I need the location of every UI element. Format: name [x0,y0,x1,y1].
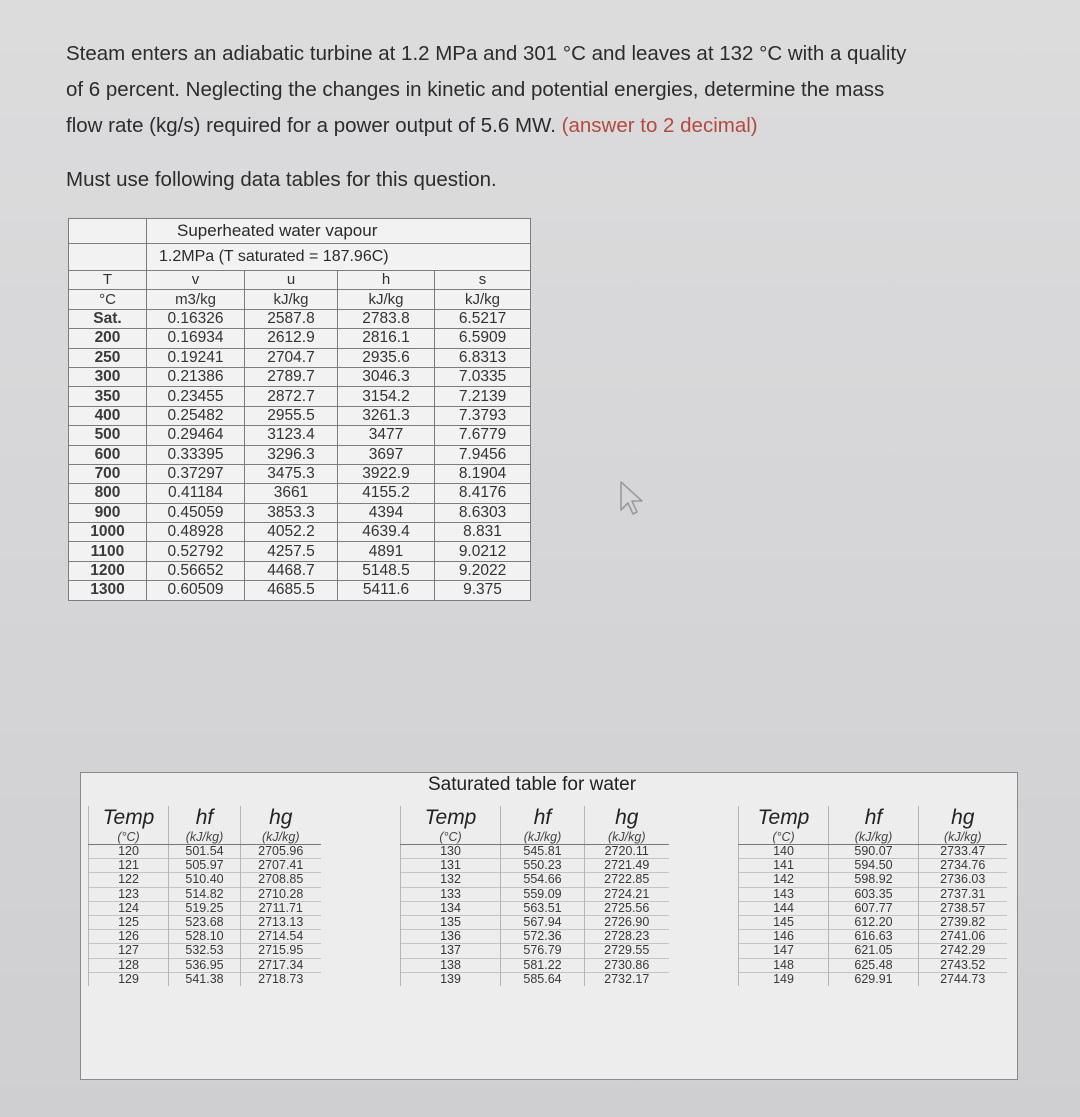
saturated-data-cell: 130 [401,845,501,859]
saturated-group-1 [88,806,321,986]
superheated-data-row-cell: 0.52792 [147,542,245,561]
saturated-unit-cell: (kJ/kg) [501,830,585,845]
saturated-data-row [89,930,321,944]
saturated-data-cell: 2721.49 [585,859,669,873]
superheated-data-row-cell: 0.25482 [147,406,245,425]
superheated-data-row-cell: 1300 [69,581,147,600]
superheated-data-row-cell: 4468.7 [245,561,338,580]
saturated-data-row [401,972,669,986]
superheated-units-row-cell: kJ/kg [338,290,435,309]
saturated-data-cell: 2736.03 [919,873,1007,887]
saturated-data-row [89,859,321,873]
superheated-data-row-cell: 3475.3 [245,464,338,483]
saturated-data-cell: 148 [739,958,829,972]
superheated-data-row-cell: 4685.5 [245,581,338,600]
superheated-table [68,218,531,601]
saturated-data-cell: 122 [89,873,169,887]
superheated-data-row-cell: 7.0335 [435,367,531,386]
superheated-data-row-cell: 700 [69,464,147,483]
saturated-data-cell: 121 [89,859,169,873]
superheated-data-row-cell: 2816.1 [338,329,435,348]
superheated-data-row-cell: 4639.4 [338,523,435,542]
saturated-unit-cell: (°C) [401,830,501,845]
saturated-data-cell: 2720.11 [585,845,669,859]
superheated-header-row-cell: v [147,271,245,290]
superheated-data-row-cell: 1200 [69,561,147,580]
saturated-data-cell: 2714.54 [241,930,321,944]
saturated-data-cell: 131 [401,859,501,873]
superheated-data-row-cell: 4052.2 [245,523,338,542]
saturated-header-cell: hf [501,806,585,830]
saturated-group-3 [738,806,1007,986]
superheated-data-row-cell: 3123.4 [245,426,338,445]
saturated-data-cell: 2739.82 [919,915,1007,929]
saturated-data-cell: 2715.95 [241,944,321,958]
saturated-data-row [739,930,1007,944]
saturated-unit-cell: (kJ/kg) [169,830,241,845]
answer-precision-note: (answer to 2 decimal) [561,114,758,137]
saturated-data-row [401,845,669,859]
superheated-data-row [69,464,531,483]
saturated-data-row [89,958,321,972]
superheated-data-row-cell: 0.37297 [147,464,245,483]
saturated-data-cell: 138 [401,958,501,972]
superheated-data-row-cell: 2935.6 [338,348,435,367]
superheated-data-row [69,426,531,445]
saturated-data-row [401,944,669,958]
saturated-header-cell: Temp [401,806,501,830]
saturated-data-cell: 2725.56 [585,901,669,915]
superheated-data-row-cell: 3261.3 [338,406,435,425]
superheated-data-row-cell: 350 [69,387,147,406]
saturated-data-row [739,887,1007,901]
superheated-data-row-cell: 0.21386 [147,367,245,386]
saturated-data-cell: 2741.06 [919,930,1007,944]
superheated-subtitle: 1.2MPa (T saturated = 187.96C) [147,244,531,271]
saturated-data-cell: 2734.76 [919,859,1007,873]
saturated-data-cell: 2713.13 [241,915,321,929]
saturated-unit-cell: (°C) [89,830,169,845]
superheated-data-row-cell: 7.2139 [435,387,531,406]
superheated-data-row-cell: 6.5217 [435,309,531,328]
superheated-data-row-cell: 6.8313 [435,348,531,367]
saturated-data-row [89,972,321,986]
superheated-data-row-cell: 3046.3 [338,367,435,386]
saturated-data-cell: 2717.34 [241,958,321,972]
superheated-title: Superheated water vapour [147,219,531,244]
saturated-data-row [401,901,669,915]
saturated-header-cell: Temp [89,806,169,830]
superheated-units-row [69,290,531,309]
saturated-data-cell: 139 [401,972,501,986]
saturated-data-cell: 528.10 [169,930,241,944]
question-line-3-main: flow rate (kg/s) required for a power output of 5.6 MW. [66,114,562,137]
saturated-data-cell: 123 [89,887,169,901]
saturated-data-cell: 135 [401,915,501,929]
superheated-data-row-cell: 0.29464 [147,426,245,445]
superheated-header-row-cell: u [245,271,338,290]
superheated-data-row-cell: 500 [69,426,147,445]
saturated-data-cell: 629.91 [829,972,919,986]
superheated-data-row-cell: 2587.8 [245,309,338,328]
saturated-title: Saturated table for water [428,774,637,795]
saturated-data-row [401,930,669,944]
saturated-data-row [739,958,1007,972]
saturated-data-cell: 598.92 [829,873,919,887]
saturated-data-cell: 2730.86 [585,958,669,972]
saturated-data-cell: 550.23 [501,859,585,873]
saturated-data-cell: 581.22 [501,958,585,972]
superheated-data-row-cell: 0.33395 [147,445,245,464]
superheated-data-row-cell: 1000 [69,523,147,542]
saturated-data-cell: 146 [739,930,829,944]
superheated-data-row-cell: 3477 [338,426,435,445]
saturated-data-cell: 142 [739,873,829,887]
superheated-data-row [69,406,531,425]
superheated-data-row-cell: 0.45059 [147,503,245,522]
superheated-data-row-cell: 7.9456 [435,445,531,464]
saturated-data-cell: 120 [89,845,169,859]
superheated-data-row-cell: 900 [69,503,147,522]
saturated-data-cell: 2708.85 [241,873,321,887]
saturated-data-row [89,901,321,915]
superheated-units-row-cell: kJ/kg [245,290,338,309]
superheated-data-row [69,581,531,600]
saturated-data-cell: 536.95 [169,958,241,972]
superheated-data-row-cell: 2872.7 [245,387,338,406]
superheated-data-row-cell: 0.41184 [147,484,245,503]
superheated-data-row-cell: 2783.8 [338,309,435,328]
superheated-data-row-cell: 1100 [69,542,147,561]
saturated-data-cell: 145 [739,915,829,929]
superheated-data-row [69,445,531,464]
superheated-data-row-cell: 9.2022 [435,561,531,580]
saturated-data-cell: 124 [89,901,169,915]
saturated-data-row [739,915,1007,929]
saturated-data-cell: 510.40 [169,873,241,887]
saturated-data-row [739,873,1007,887]
superheated-data-row-cell: 3296.3 [245,445,338,464]
saturated-data-row [89,887,321,901]
superheated-data-row-cell: 3922.9 [338,464,435,483]
superheated-data-row-cell: 9.375 [435,581,531,600]
saturated-unit-cell: (kJ/kg) [585,830,669,845]
saturated-data-cell: 612.20 [829,915,919,929]
superheated-data-row-cell: 800 [69,484,147,503]
superheated-data-row [69,309,531,328]
superheated-units-row-cell: kJ/kg [435,290,531,309]
superheated-data-row-cell: 3661 [245,484,338,503]
saturated-data-cell: 2707.41 [241,859,321,873]
saturated-header-cell: hg [585,806,669,830]
superheated-data-row [69,329,531,348]
saturated-data-cell: 140 [739,845,829,859]
superheated-data-row-cell: 0.60509 [147,581,245,600]
saturated-data-cell: 545.81 [501,845,585,859]
saturated-data-cell: 505.97 [169,859,241,873]
superheated-data-row-cell: 250 [69,348,147,367]
saturated-data-cell: 126 [89,930,169,944]
superheated-data-row-cell: 4891 [338,542,435,561]
superheated-data-row [69,367,531,386]
superheated-header-row-cell: h [338,271,435,290]
superheated-units-row-cell: m3/kg [147,290,245,309]
superheated-data-row-cell: 2789.7 [245,367,338,386]
superheated-data-row-cell: 0.56652 [147,561,245,580]
superheated-data-row-cell: 4155.2 [338,484,435,503]
saturated-data-cell: 2729.55 [585,944,669,958]
saturated-data-cell: 147 [739,944,829,958]
superheated-data-row-cell: 7.3793 [435,406,531,425]
superheated-data-row-cell: 0.16326 [147,309,245,328]
superheated-data-row-cell: 5411.6 [338,581,435,600]
saturated-data-cell: 2710.28 [241,887,321,901]
superheated-data-row-cell: 300 [69,367,147,386]
saturated-data-cell: 2744.73 [919,972,1007,986]
saturated-data-cell: 585.64 [501,972,585,986]
superheated-data-row-cell: 0.48928 [147,523,245,542]
superheated-header-row [69,271,531,290]
saturated-header-cell: hg [241,806,321,830]
saturated-data-cell: 136 [401,930,501,944]
saturated-data-cell: 559.09 [501,887,585,901]
saturated-data-row [89,915,321,929]
superheated-data-row-cell: 0.16934 [147,329,245,348]
saturated-data-cell: 149 [739,972,829,986]
saturated-data-row [401,859,669,873]
superheated-data-row [69,561,531,580]
saturated-data-cell: 567.94 [501,915,585,929]
saturated-data-cell: 616.63 [829,930,919,944]
superheated-data-row [69,484,531,503]
superheated-data-row-cell: 6.5909 [435,329,531,348]
saturated-data-row [739,845,1007,859]
superheated-data-row-cell: 3154.2 [338,387,435,406]
saturated-data-cell: 143 [739,887,829,901]
saturated-group-2 [400,806,669,986]
superheated-data-row [69,387,531,406]
saturated-data-cell: 137 [401,944,501,958]
superheated-data-row-cell: 5148.5 [338,561,435,580]
superheated-units-row-cell: °C [69,290,147,309]
saturated-data-cell: 2718.73 [241,972,321,986]
superheated-header-row-cell: T [69,271,147,290]
saturated-data-cell: 607.77 [829,901,919,915]
saturated-data-cell: 2742.29 [919,944,1007,958]
saturated-data-cell: 134 [401,901,501,915]
instruction-text: Must use following data tables for this question. [66,168,497,191]
saturated-data-cell: 554.66 [501,873,585,887]
superheated-data-row-cell: 2955.5 [245,406,338,425]
superheated-data-row-cell: 4257.5 [245,542,338,561]
saturated-data-cell: 2726.90 [585,915,669,929]
superheated-data-row-cell: 4394 [338,503,435,522]
saturated-data-cell: 519.25 [169,901,241,915]
saturated-data-cell: 2733.47 [919,845,1007,859]
mouse-pointer-icon [618,480,646,516]
question-line-3 [66,108,1026,144]
superheated-data-row-cell: 9.0212 [435,542,531,561]
saturated-data-cell: 2743.52 [919,958,1007,972]
superheated-data-row [69,503,531,522]
saturated-data-row [401,958,669,972]
saturated-header-cell: hf [169,806,241,830]
saturated-data-cell: 2722.85 [585,873,669,887]
saturated-data-cell: 2724.21 [585,887,669,901]
saturated-data-cell: 563.51 [501,901,585,915]
superheated-data-row-cell: 600 [69,445,147,464]
saturated-data-cell: 2732.17 [585,972,669,986]
superheated-data-row-cell: 0.19241 [147,348,245,367]
saturated-unit-cell: (kJ/kg) [241,830,321,845]
question-text [66,36,1026,144]
saturated-data-cell: 572.36 [501,930,585,944]
saturated-data-cell: 625.48 [829,958,919,972]
superheated-data-row [69,348,531,367]
question-line-2: of 6 percent. Neglecting the changes in kinetic and potential energies, determine the mass [66,78,885,101]
saturated-data-cell: 141 [739,859,829,873]
superheated-data-row-cell: 200 [69,329,147,348]
saturated-data-cell: 501.54 [169,845,241,859]
saturated-data-cell: 2728.23 [585,930,669,944]
saturated-data-row [401,887,669,901]
superheated-data-row-cell: 8.1904 [435,464,531,483]
saturated-data-cell: 523.68 [169,915,241,929]
superheated-data-row [69,542,531,561]
saturated-data-row [89,845,321,859]
superheated-data-row-cell: 3697 [338,445,435,464]
saturated-data-row [401,915,669,929]
saturated-data-cell: 2711.71 [241,901,321,915]
saturated-data-cell: 127 [89,944,169,958]
saturated-data-cell: 144 [739,901,829,915]
saturated-data-cell: 541.38 [169,972,241,986]
saturated-data-cell: 603.35 [829,887,919,901]
saturated-data-cell: 621.05 [829,944,919,958]
saturated-unit-cell: (kJ/kg) [829,830,919,845]
saturated-header-cell: hf [829,806,919,830]
saturated-data-row [89,873,321,887]
saturated-data-cell: 2738.57 [919,901,1007,915]
superheated-data-row-cell: 3853.3 [245,503,338,522]
saturated-data-row [739,972,1007,986]
superheated-data-row-cell: 0.23455 [147,387,245,406]
saturated-header-cell: Temp [739,806,829,830]
question-line-1: Steam enters an adiabatic turbine at 1.2 MPa and 301 °C and leaves at 132 °C with a quality [66,42,907,65]
superheated-data-row-cell: 400 [69,406,147,425]
saturated-data-cell: 132 [401,873,501,887]
superheated-data-row-cell: Sat. [69,309,147,328]
superheated-data-row [69,523,531,542]
saturated-data-cell: 590.07 [829,845,919,859]
saturated-data-cell: 125 [89,915,169,929]
saturated-data-row [739,859,1007,873]
superheated-data-row-cell: 8.831 [435,523,531,542]
saturated-data-row [739,901,1007,915]
saturated-header-cell: hg [919,806,1007,830]
saturated-data-row [739,944,1007,958]
saturated-unit-cell: (°C) [739,830,829,845]
saturated-data-cell: 128 [89,958,169,972]
superheated-data-row-cell: 8.6303 [435,503,531,522]
saturated-data-cell: 514.82 [169,887,241,901]
saturated-data-cell: 594.50 [829,859,919,873]
superheated-data-row-cell: 2612.9 [245,329,338,348]
saturated-data-row [89,944,321,958]
superheated-header-row-cell: s [435,271,531,290]
saturated-data-cell: 532.53 [169,944,241,958]
saturated-data-cell: 2737.31 [919,887,1007,901]
saturated-data-row [401,873,669,887]
saturated-data-cell: 576.79 [501,944,585,958]
superheated-data-row-cell: 7.6779 [435,426,531,445]
superheated-data-row-cell: 2704.7 [245,348,338,367]
saturated-data-cell: 129 [89,972,169,986]
saturated-data-cell: 133 [401,887,501,901]
superheated-data-row-cell: 8.4176 [435,484,531,503]
saturated-data-cell: 2705.96 [241,845,321,859]
saturated-unit-cell: (kJ/kg) [919,830,1007,845]
